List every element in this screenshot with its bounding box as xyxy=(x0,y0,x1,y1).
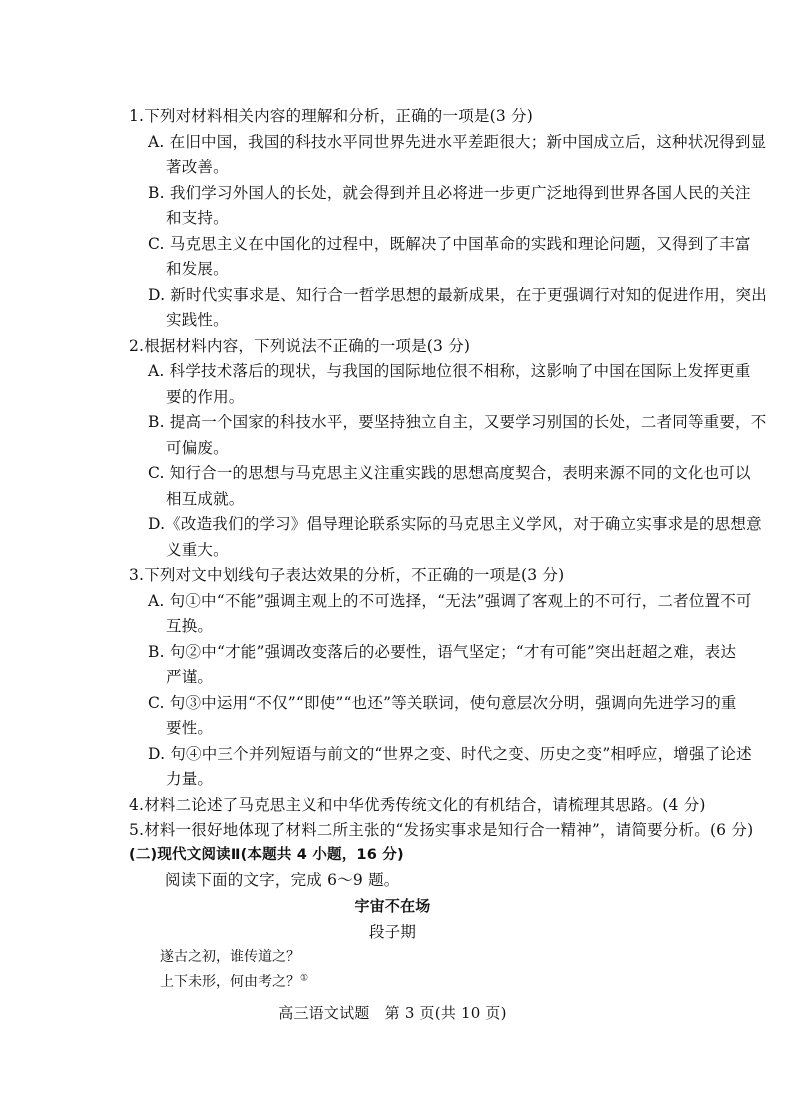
q3-stem: 3.下列对文中划线句子表达效果的分析，不正确的一项是(3 分) xyxy=(129,566,565,584)
section-heading: (二)现代文阅读Ⅱ(本题共 4 小题，16 分) xyxy=(129,847,404,863)
q1-option-a: A. 在旧中国，我国的科技水平同世界先进水平差距很大；新中国成立后，这种状况得到显 xyxy=(148,133,767,151)
q3-option-a-cont: 互换。 xyxy=(166,617,214,635)
q1-option-b-cont: 和支持。 xyxy=(166,209,229,227)
q1-option-b: B. 我们学习外国人的长处，就会得到并且必将进一步更广泛地得到世界各国人民的关注 xyxy=(148,184,751,202)
q2-option-b-cont: 可偏废。 xyxy=(166,439,229,457)
q5-stem: 5.材料一很好地体现了材料二所主张的“发扬实事求是知行合一精神”，请简要分析。(6 分) xyxy=(129,821,754,839)
reading-instruction: 阅读下面的文字，完成 6～9 题。 xyxy=(165,871,400,889)
poem-line-2 xyxy=(160,971,308,993)
poem-title: 宇宙不在场 xyxy=(354,897,431,915)
q2-option-d-cont: 义重大。 xyxy=(166,541,229,559)
q3-option-d-cont: 力量。 xyxy=(166,770,214,788)
poem-author: 段子期 xyxy=(368,923,417,941)
q2-option-a: A. 科学技术落后的现状，与我国的国际地位很不相称，这影响了中国在国际上发挥更重 xyxy=(148,362,751,380)
q2-option-c: C. 知行合一的思想与马克思主义注重实践的思想高度契合，表明来源不同的文化也可以 xyxy=(148,464,751,482)
q3-option-c-cont: 要性。 xyxy=(166,719,214,737)
q1-stem: 1.下列对材料相关内容的理解和分析，正确的一项是(3 分) xyxy=(129,107,533,125)
q1-option-d-cont: 实践性。 xyxy=(166,311,229,329)
q2-option-c-cont: 相互成就。 xyxy=(166,490,245,508)
q3-option-a: A. 句①中“不能”强调主观上的不可选择，“无法”强调了客观上的不可行，二者位置不可 xyxy=(148,592,752,610)
q1-option-c: C. 马克思主义在中国化的过程中，既解决了中国革命的实践和理论问题，又得到了丰富 xyxy=(148,235,751,253)
q3-option-d: D. 句④中三个并列短语与前文的“世界之变、时代之变、历史之变”相呼应，增强了论述 xyxy=(148,745,752,763)
q1-option-a-cont: 著改善。 xyxy=(166,158,229,176)
footnote-marker: ① xyxy=(300,973,309,984)
q4-stem: 4.材料二论述了马克思主义和中华优秀传统文化的有机结合，请梳理其思路。(4 分) xyxy=(129,796,706,814)
poem-line-1: 遂古之初，谁传道之？ xyxy=(160,949,300,965)
q1-option-c-cont: 和发展。 xyxy=(166,260,229,278)
q2-option-d: D.《改造我们的学习》倡导理论联系实际的马克思主义学风，对于确立实事求是的思想意 xyxy=(148,515,762,533)
q1-option-d: D. 新时代实事求是、知行合一哲学思想的最新成果，在于更强调行对知的促进作用，突出 xyxy=(148,286,767,304)
q3-option-b-cont: 严谨。 xyxy=(166,668,214,686)
poem-line-2-text: 上下未形，何由考之？ xyxy=(160,974,300,990)
q3-option-c: C. 句③中运用“不仅”“即使”“也还”等关联词，使句意层次分明，强调向先进学习的重 xyxy=(148,694,737,712)
q3-option-b: B. 句②中“才能”强调改变落后的必要性，语气坚定；“才有可能”突出赶超之难，表达 xyxy=(148,643,737,661)
page-footer: 高三语文试题 第 3 页(共 10 页) xyxy=(278,1004,507,1022)
q2-option-b: B. 提高一个国家的科技水平，要坚持独立自主，又要学习别国的长处，二者同等重要，不 xyxy=(148,413,767,431)
q2-option-a-cont: 要的作用。 xyxy=(166,388,245,406)
q2-stem: 2.根据材料内容，下列说法不正确的一项是(3 分) xyxy=(129,337,471,355)
